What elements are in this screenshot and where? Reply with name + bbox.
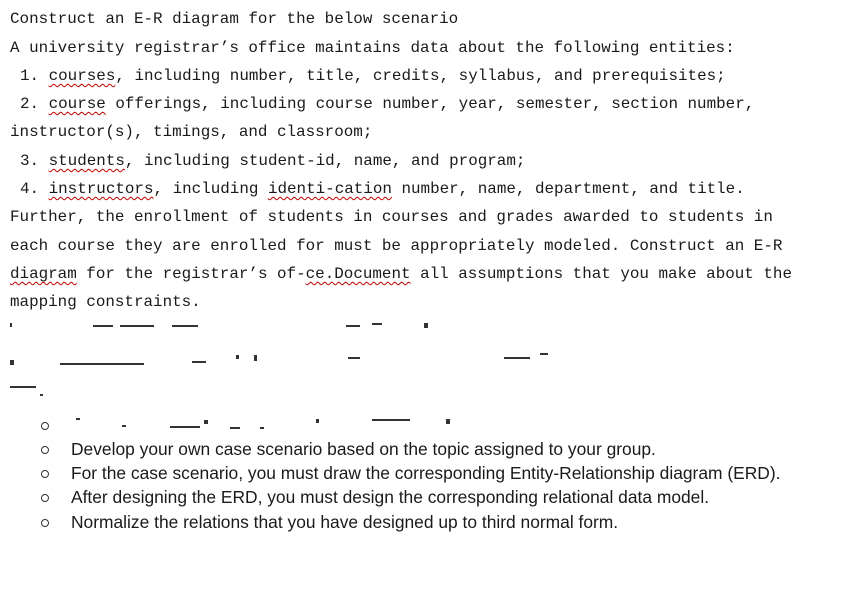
spellcheck-word: students xyxy=(48,152,125,170)
spellcheck-word: instructors xyxy=(48,180,154,198)
item-text: , including number, title, credits, syllabus, and prerequisites; xyxy=(115,67,726,85)
paragraph-line-4: mapping constraints. xyxy=(10,293,201,311)
paragraph-line-3 xyxy=(10,264,792,284)
paragraph-line-1: Further, the enrollment of students in courses and grades awarded to students in xyxy=(10,208,773,226)
bullet-circle-icon xyxy=(41,494,49,502)
item-number: 2. xyxy=(20,95,49,113)
list-item-courses xyxy=(20,66,726,86)
paragraph-text: for the registrar’s of- xyxy=(76,265,306,283)
spellcheck-word: course xyxy=(48,95,106,113)
bullet-item: Develop your own case scenario based on the topic assigned to your group. xyxy=(71,439,656,459)
intro-line: A university registrar’s office maintains data about the following entities: xyxy=(10,39,735,57)
bullet-circle-icon xyxy=(41,519,49,527)
list-item-course-offerings xyxy=(20,94,754,114)
paragraph-text: all assumptions that you make about the xyxy=(410,265,792,283)
bullet-item: Normalize the relations that you have designed up to third normal form. xyxy=(71,512,619,532)
item-number: 1. xyxy=(20,67,49,85)
item-text: number, name, department, and title. xyxy=(391,180,745,198)
bullet-circle-icon xyxy=(41,470,49,478)
spellcheck-word: identi-cation xyxy=(267,180,392,198)
list-item-instructors xyxy=(20,179,745,199)
list-item-continuation: instructor(s), timings, and classroom; xyxy=(10,123,373,141)
bullet-item: For the case scenario, you must draw the corresponding Entity-Relationship diagram (ERD). xyxy=(71,463,781,483)
item-text: offerings, including course number, year, semester, section number, xyxy=(105,95,755,113)
item-text: , including student-id, name, and program; xyxy=(124,152,526,170)
heading: Construct an E-R diagram for the below scenario xyxy=(10,10,459,28)
spellcheck-word: diagram xyxy=(10,265,77,283)
list-item-students xyxy=(20,151,525,171)
paragraph-line-2: each course they are enrolled for must be appropriately modeled. Construct an E-R xyxy=(10,237,783,255)
item-number: 4. xyxy=(20,180,49,198)
bullet-circle-icon xyxy=(41,446,49,454)
spellcheck-word: ce.Document xyxy=(305,265,411,283)
item-number: 3. xyxy=(20,152,49,170)
item-text: , including xyxy=(153,180,268,198)
bullet-item: After designing the ERD, you must design the corresponding relational data model. xyxy=(71,487,710,507)
spellcheck-word: courses xyxy=(48,67,116,85)
bullet-circle-icon xyxy=(41,422,49,430)
